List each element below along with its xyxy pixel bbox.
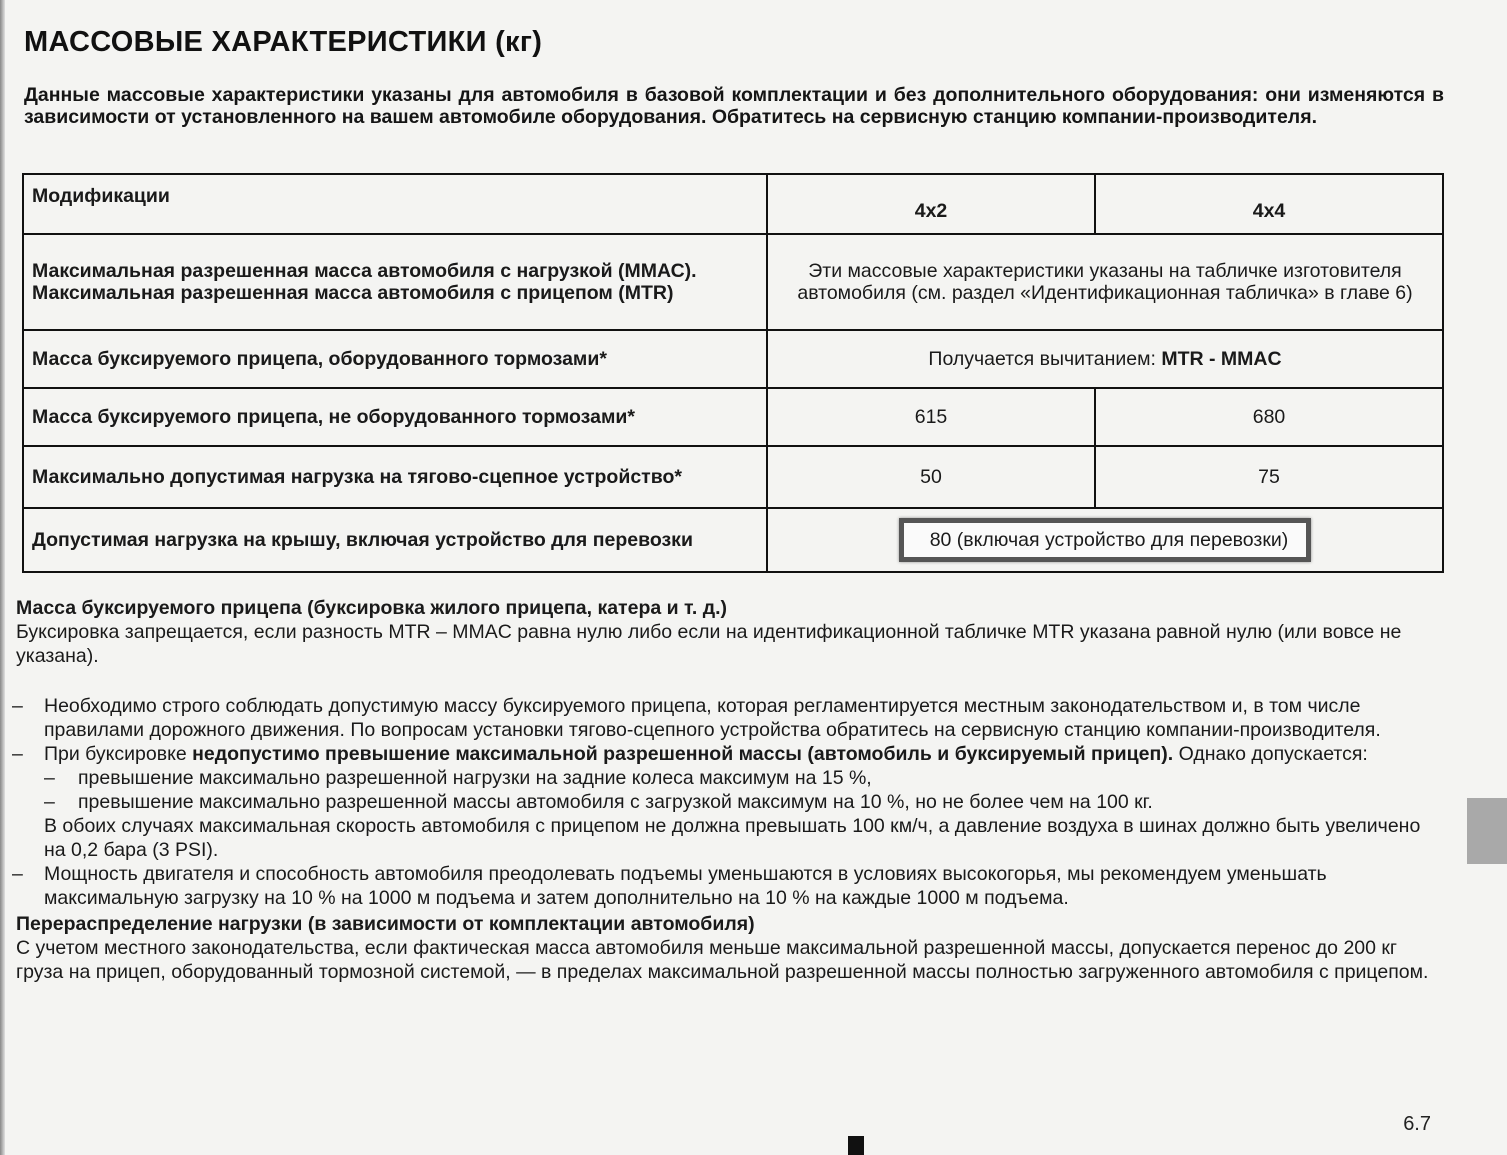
page-title: МАССОВЫЕ ХАРАКТЕРИСТИКИ (кг) <box>24 26 543 58</box>
bullet-list <box>10 694 1440 910</box>
table-header-row <box>23 174 1443 234</box>
list-item <box>10 742 1440 862</box>
header-4x4: 4x4 <box>1095 174 1443 234</box>
row-value-merged <box>767 330 1443 388</box>
value-prefix: Получается вычитанием: <box>928 348 1162 370</box>
cell-4x2: 50 <box>767 446 1095 508</box>
table-row <box>23 388 1443 446</box>
header-4x2: 4x2 <box>767 174 1095 234</box>
list-item: – Мощность двигателя и способность автомобиля преодолевать подъемы уменьшаются в условиях высокогорья, мы рекомендуем уменьшать максимальную загрузку на 10 % на 1000 м подъема и затем дополнительно на 10 % на каждые 1000 м подъема. <box>10 862 1440 910</box>
table-row <box>23 508 1443 572</box>
row-value-merged: Эти массовые характеристики указаны на табличке изготовителя автомобиля (см. раздел «Идентификационная табличка» в главе 6) <box>767 234 1443 330</box>
table-row <box>23 234 1443 330</box>
body-text <box>10 596 1440 984</box>
page-binding-shadow <box>0 0 5 1155</box>
list-item-text: Однако допускается: <box>1173 743 1368 765</box>
section-paragraph: С учетом местного законодательства, если фактическая масса автомобиля меньше максимальной разрешенной массы, допускается перенос до 200 кг груза на прицеп, оборудованный тормозной системой, — в пределах максимальной разрешенной массы полностью загруженного автомобиля с прицепом. <box>16 937 1429 983</box>
sub-list-item: – превышение максимально разрешенной массы автомобиля с загрузкой максимум на 10 %, но не более чем на 100 кг. <box>44 790 1440 814</box>
section-paragraph: Буксировка запрещается, если разность MTR – MMAC равна нулю либо если на идентификационной табличке MTR указана равной нулю (или вовсе не указана). <box>16 621 1402 667</box>
list-item-text: При буксировке <box>44 743 193 765</box>
table-row <box>23 330 1443 388</box>
list-item-emphasis: недопустимо превышение максимальной разрешенной массы (автомобиль и буксируемый прицеп). <box>192 743 1174 765</box>
row-label: Масса буксируемого прицепа, не оборудованного тормозами* <box>23 388 767 446</box>
intro-paragraph: Данные массовые характеристики указаны для автомобиля в базовой комплектации и без дополнительного оборудования: они изменяются в зависимости от установленного на вашем автомобиле оборудования. Обратитесь на сервисную станцию компании-производителя. <box>24 84 1444 128</box>
print-registration-mark <box>848 1136 864 1155</box>
cell-4x2: 615 <box>767 388 1095 446</box>
section-heading: Перераспределение нагрузки (в зависимости от комплектации автомобиля) <box>16 913 755 935</box>
table-row <box>23 446 1443 508</box>
section-heading: Масса буксируемого прицепа (буксировка жилого прицепа, катера и т. д.) <box>16 597 727 619</box>
sub-list-item: – превышение максимально разрешенной нагрузки на задние колеса максимум на 15 %, <box>44 766 1440 790</box>
row-label: Допустимая нагрузка на крышу, включая устройство для перевозки <box>23 508 767 572</box>
cell-4x4: 680 <box>1095 388 1443 446</box>
row-label: Масса буксируемого прицепа, оборудованного тормозами* <box>23 330 767 388</box>
value-formula: MTR - MMAC <box>1161 348 1282 370</box>
page-number: 6.7 <box>1403 1113 1431 1135</box>
chapter-tab-marker <box>1467 798 1507 864</box>
row-label-line: Максимальная разрешенная масса автомобиля с прицепом (MTR) <box>32 282 674 304</box>
header-modifications: Модификации <box>23 174 767 234</box>
mass-spec-table <box>22 173 1444 573</box>
cell-4x4: 75 <box>1095 446 1443 508</box>
row-label-line: Максимальная разрешенная масса автомобиля с нагрузкой (ММАС). <box>32 260 697 282</box>
row-label: Максимально допустимая нагрузка на тягово-сцепное устройство* <box>23 446 767 508</box>
roof-load-highlight: 80 (включая устройство для перевозки) <box>899 518 1312 562</box>
list-item-text: В обоих случаях максимальная скорость автомобиля с прицепом не должна превышать 100 км/ч, а давление воздуха в шинах должно быть увеличено на 0,2 бара (3 PSI). <box>44 815 1421 861</box>
sub-list <box>44 766 1440 814</box>
list-item: – Необходимо строго соблюдать допустимую массу буксируемого прицепа, которая регламентируется местным законодательством и, в том числе правилами дорожного движения. По вопросам установки тягово-сцепного устройства обратитесь на сервисную станцию компании-производителя. <box>10 694 1440 742</box>
row-label-mmac-mtr <box>23 234 767 330</box>
row-value-merged <box>767 508 1443 572</box>
